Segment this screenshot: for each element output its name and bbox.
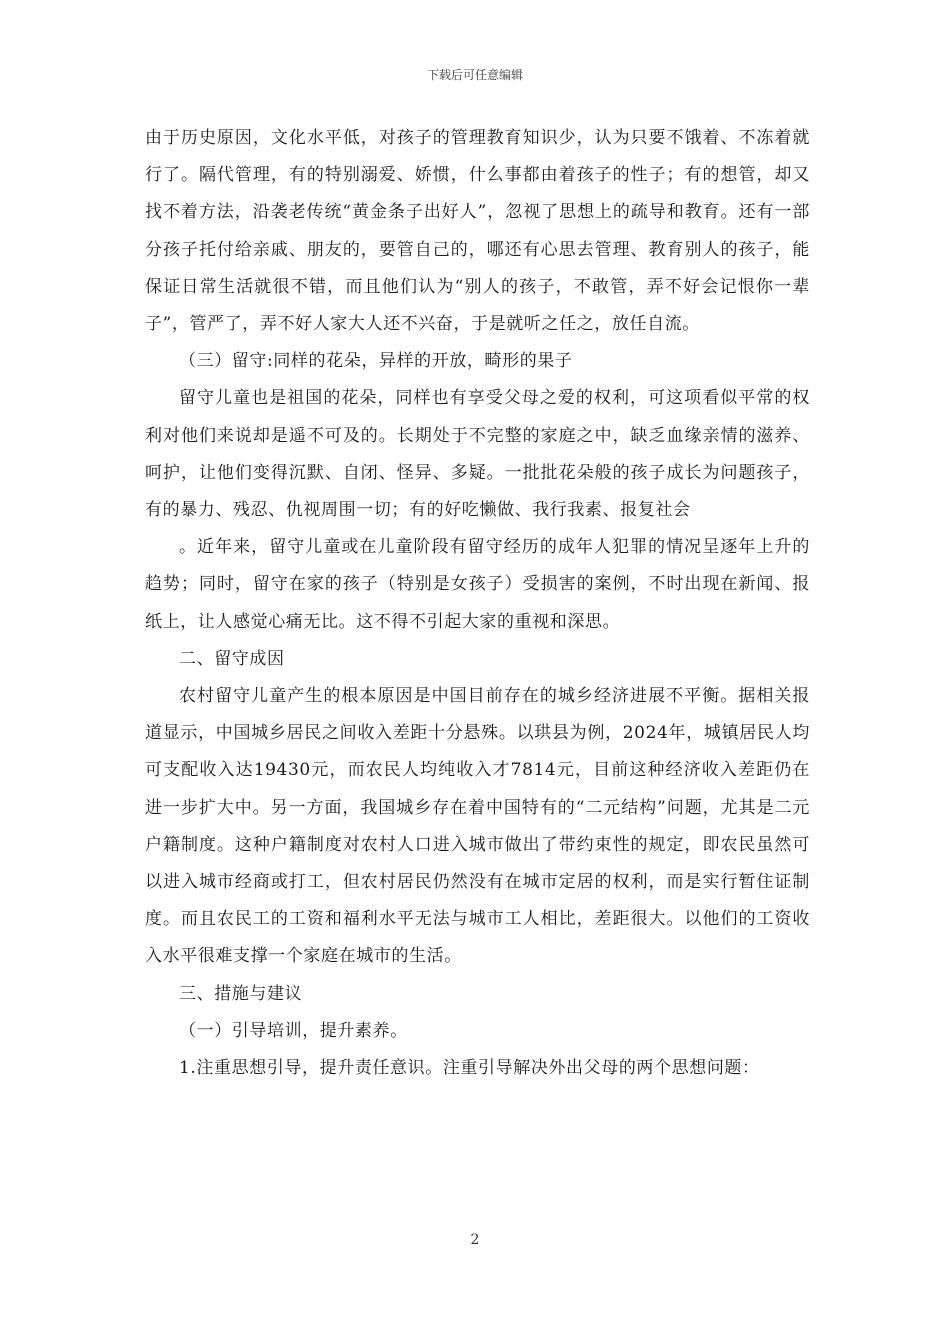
paragraph: 留守儿童也是祖国的花朵，同样也有享受父母之爱的权利，可这项看似平常的权利对他们来说却是遥不可及的。长期处于不完整的家庭之中，缺乏血缘亲情的滋养、呵护，让他们变得沉默、自闭、怪异、多疑。一批批花朵般的孩子成长为问题孩子，有的暴力、残忍、仇视周围一切；有的好吃懒做、我行我素、报复社会 [145, 388, 810, 521]
document-body [145, 120, 810, 1087]
subsection-heading: （一）引导培训，提升素养。 [179, 1020, 408, 1041]
section-heading: 三、措施与建议 [179, 983, 303, 1004]
paragraph: 1.注重思想引导，提升责任意识。注重引导解决外出父母的两个思想问题： [179, 1058, 760, 1079]
page-number: 2 [470, 1232, 480, 1248]
paragraph: 由于历史原因，文化水平低，对孩子的管理教育知识少，认为只要不饿着、不冻着就行了。隔代管理，有的特别溺爱、娇惯，什么事都由着孩子的性子；有的想管，却又找不着方法，沿袭老传统“黄金条子出好人”，忽视了思想上的疏导和教育。还有一部分孩子托付给亲戚、朋友的，要管自己的，哪还有心思去管理、教育别人的孩子，能保证日常生活就很不错，而且他们认为“别人的孩子，不敢管，弄不好会记恨你一辈子”，管严了，弄不好人家大人还不兴奋，于是就听之任之，放任自流。 [145, 128, 810, 335]
paragraph: 。近年来，留守儿童或在儿童阶段有留守经历的成年人犯罪的情况呈逐年上升的趋势；同时，留守在家的孩子（特别是女孩子）受损害的案例，不时出现在新闻、报纸上，让人感觉心痛无比。这不得不引起大家的重视和深思。 [145, 537, 810, 632]
section-heading: 二、留守成因 [179, 648, 285, 669]
paragraph: 农村留守儿童产生的根本原因是中国目前存在的城乡经济进展不平衡。据相关报道显示，中国城乡居民之间收入差距十分悬殊。以珙县为例，2024年，城镇居民人均可支配收入达19430元，而农民人均纯收入才7814元，目前这种经济收入差距仍在进一步扩大中。另一方面，我国城乡存在着中国特有的“二元结构”问题，尤其是二元户籍制度。这种户籍制度对农村人口进入城市做出了带约束性的规定，即农民虽然可以进入城市经商或打工，但农村居民仍然没有在城市定居的权利，而是实行暂住证制度。而且农民工的工资和福利水平无法与城市工人相比，差距很大。以他们的工资收入水平很难支撑一个家庭在城市的生活。 [145, 686, 810, 967]
section-heading: （三）留守:同样的花朵，异样的开放，畸形的果子 [179, 351, 573, 372]
page-header: 下载后可任意编辑 [426, 68, 523, 82]
